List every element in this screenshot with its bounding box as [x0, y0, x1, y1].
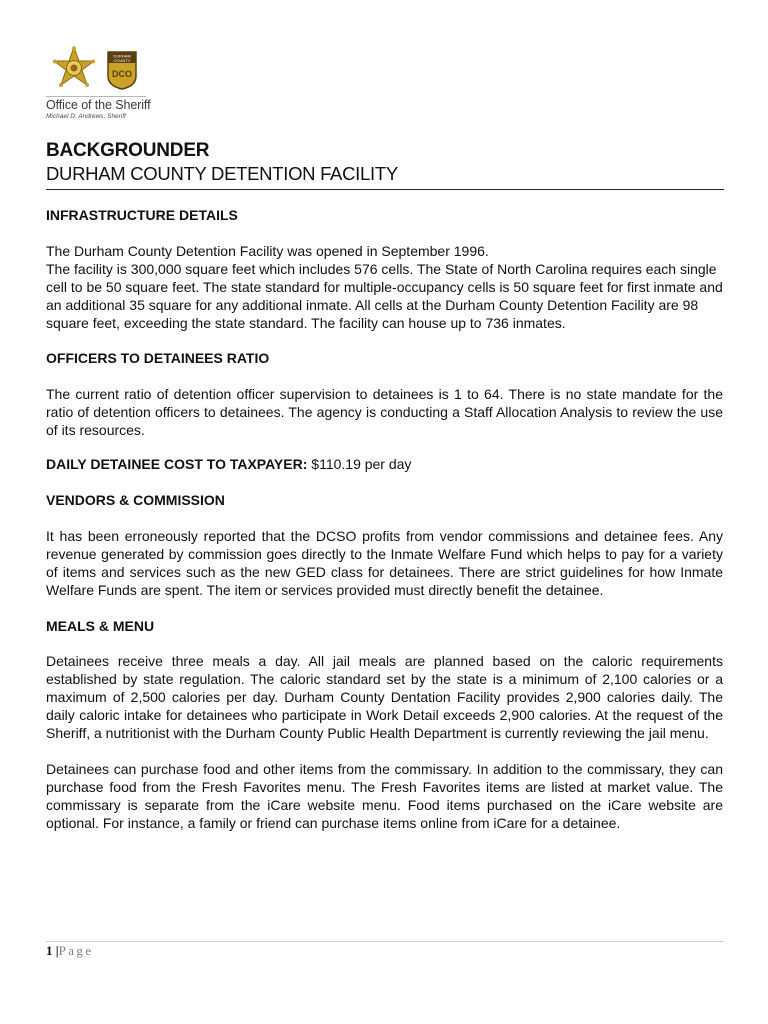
county-badge-icon — [106, 50, 138, 90]
footer-divider — [46, 941, 724, 942]
badge-text-line2: COUNTY — [113, 58, 131, 63]
ratio-text: The current ratio of detention officer supervision to detainees is 1 to 64. There is no state mandate for the ratio of detention officers to detainees. The agency is conducting a Staff Allocation Analysis to review the use of its resources. — [46, 386, 723, 439]
sheriff-name: Michael D. Andrews, Sheriff — [46, 113, 126, 120]
ratio-heading: OFFICERS TO DETAINEES RATIO — [46, 350, 270, 367]
commissary-text: Detainees can purchase food and other items from the commissary. In addition to the commissary, they can purchase food from the Fresh Favorites menu. The Fresh Favorites items are listed at market value. The commissary is separate from the iCare website menu. Food items purchased on the iCare website are optional. For instance, a family or friend can purchase items online from iCare for a detainee. — [46, 760, 723, 831]
document-title — [46, 140, 724, 186]
cost-value: $110.19 per day — [311, 456, 412, 473]
infrastructure-heading: INFRASTRUCTURE DETAILS — [46, 207, 238, 223]
title-divider — [46, 189, 724, 190]
page-label: Page — [58, 943, 94, 958]
infrastructure-opened: The Durham County Detention Facility was opened in September 1996. — [46, 242, 489, 259]
vendors-text: It has been erroneously reported that the DCSO profits from vendor commissions and detainee fees. Any revenue generated by commission goes directly to the Inmate Welfare Fund which helps to pay for a variety of items and services such as the new GED class for detainees. There are strict guidelines for how Inmate Welfare Funds are spent. The item or services provided must directly benefit the detainee. — [46, 527, 723, 598]
cost-label: DAILY DETAINEE COST TO TAXPAYER: — [46, 456, 308, 473]
sheriff-logo — [46, 46, 158, 126]
meals-heading: MEALS & MENU — [46, 617, 155, 634]
office-name: Office of the Sheriff — [46, 98, 151, 112]
vendors-heading: VENDORS & COMMISSION — [46, 491, 225, 508]
badge-monogram: DCO — [112, 69, 132, 79]
document-body — [46, 207, 723, 833]
meals-text: Detainees receive three meals a day. All jail meals are planned based on the caloric requirements established by state regulation. The caloric standard set by the state is a minimum of 2,100 calories or a maximum of 2,500 calories per day. Durham County Dentation Facility provides 2,900 calories daily. The daily caloric intake for detainees who participate in Work Detail exceeds 2,900 calories. At the request of the Sheriff, a nutritionist with the Durham County Public Health Department is currently reviewing the jail menu. — [46, 653, 723, 742]
badge-text-line1: DURHAM — [113, 53, 131, 59]
page-footer — [46, 943, 94, 959]
page-separator: | — [55, 943, 59, 958]
infrastructure-details: The facility is 300,000 square feet which includes 576 cells. The State of North Carolina requires each single cell to be 50 square feet. The state standard for multiple-occupancy cells is 50 square feet for first inmate and an additional 35 square for any additional inmate. All cells at the Durham County Detention Facility are 98 square feet, exceeding the state standard. The facility can house up to 736 inmates. — [46, 260, 723, 331]
sheriff-star-icon — [52, 46, 96, 92]
cost-line — [46, 456, 723, 474]
logo-divider — [46, 96, 146, 97]
document-kind: BACKGROUNDER — [46, 140, 210, 161]
page-number: 1 — [46, 943, 53, 958]
document-subject: DURHAM COUNTY DETENTION FACILITY — [46, 163, 398, 184]
